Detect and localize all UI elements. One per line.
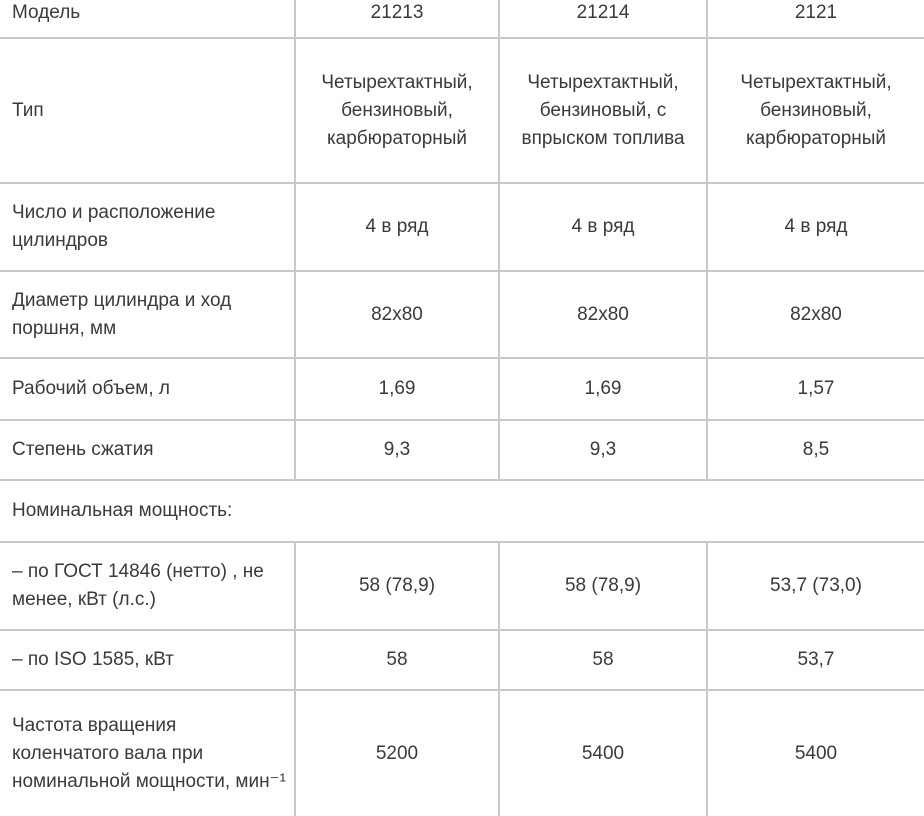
table-row-type (0, 38, 924, 183)
value-cell: 1,69 (295, 358, 499, 420)
value-cell: 53,7 (707, 630, 924, 690)
row-label-type: Тип (0, 38, 295, 183)
value-cell: 82x80 (499, 271, 707, 358)
table-row-power-heading (0, 480, 924, 542)
row-label-power-iso: – по ISO 1585, кВт (0, 630, 295, 690)
row-label-cylinders: Число и расположение цилиндров (0, 183, 295, 271)
value-cell: 82x80 (295, 271, 499, 358)
value-cell: 4 в ряд (707, 183, 924, 271)
table-row-model (0, 0, 924, 38)
row-label-compression: Степень сжатия (0, 420, 295, 480)
value-cell: 58 (295, 630, 499, 690)
row-label-displacement: Рабочий объем, л (0, 358, 295, 420)
table-row-rpm (0, 690, 924, 816)
value-cell: 5200 (295, 690, 499, 816)
value-cell: 58 (78,9) (499, 542, 707, 630)
value-cell: 9,3 (295, 420, 499, 480)
table-row-power-iso (0, 630, 924, 690)
model-name-cell: 21214 (499, 0, 707, 38)
row-label-model: Модель (0, 0, 295, 38)
value-cell: 5400 (499, 690, 707, 816)
value-cell: 58 (78,9) (295, 542, 499, 630)
value-cell: 4 в ряд (295, 183, 499, 271)
row-label-bore-stroke: Диаметр цилиндра и ход поршня, мм (0, 271, 295, 358)
value-cell: 82x80 (707, 271, 924, 358)
value-cell: 9,3 (499, 420, 707, 480)
value-cell: 1,57 (707, 358, 924, 420)
table-row-cylinders (0, 183, 924, 271)
value-cell: 53,7 (73,0) (707, 542, 924, 630)
value-cell: Четырехтактный, бензиновый, с впрыском топлива (499, 38, 707, 183)
table-row-bore-stroke (0, 271, 924, 358)
table-row-power-gost (0, 542, 924, 630)
model-name-cell: 2121 (707, 0, 924, 38)
section-heading-power: Номинальная мощность: (0, 480, 924, 542)
value-cell: 5400 (707, 690, 924, 816)
row-label-power-gost: – по ГОСТ 14846 (нетто) , не менее, кВт (л.с.) (0, 542, 295, 630)
row-label-rpm: Частота вращения коленчатого вала при номинальной мощности, мин⁻¹ (0, 690, 295, 816)
value-cell: 58 (499, 630, 707, 690)
value-cell: 8,5 (707, 420, 924, 480)
value-cell: Четырехтактный, бензиновый, карбюраторный (707, 38, 924, 183)
value-cell: 4 в ряд (499, 183, 707, 271)
model-name-cell: 21213 (295, 0, 499, 38)
table-row-displacement (0, 358, 924, 420)
value-cell: Четырехтактный, бензиновый, карбюраторный (295, 38, 499, 183)
value-cell: 1,69 (499, 358, 707, 420)
table-row-compression (0, 420, 924, 480)
